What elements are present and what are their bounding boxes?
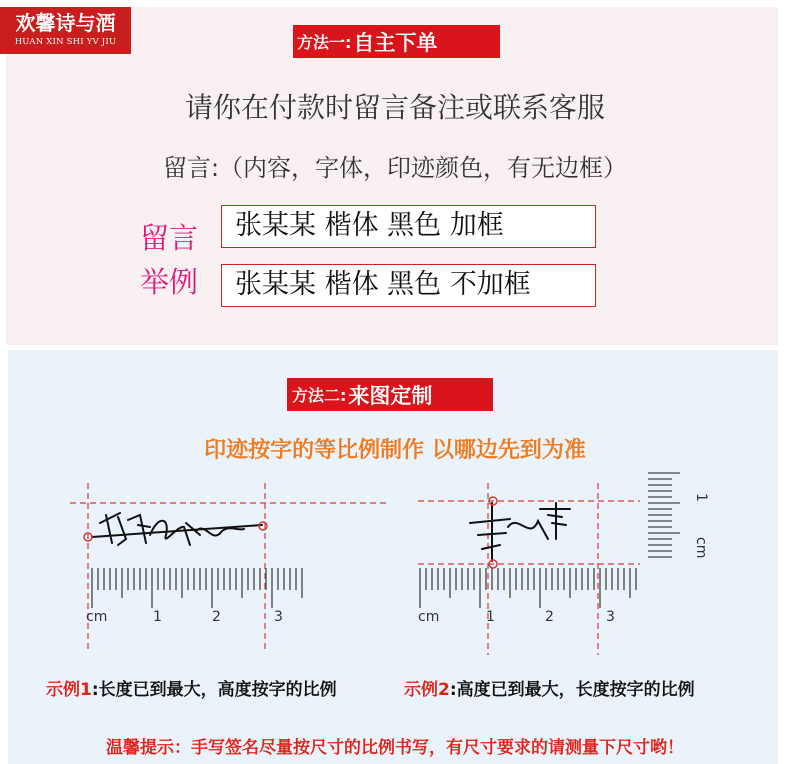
instruction-text: 请你在付款时留言备注或联系客服	[184, 91, 605, 124]
caption-example-1	[46, 675, 337, 700]
example-box-framed: 张某某 楷体 黑色 加框	[221, 205, 596, 248]
method2-title: 来图定制	[348, 383, 433, 408]
example-box-unframed: 张某某 楷体 黑色 不加框	[221, 264, 596, 307]
ruler-2	[420, 568, 636, 608]
caption1-text: :长度已到最大，高度按字的比例	[91, 680, 337, 700]
method1-prefix: 方法一:	[297, 33, 352, 52]
ruler1-unit: cm	[86, 609, 108, 625]
logo-cn: 欢馨诗与酒	[15, 11, 116, 35]
vruler-tick-1: 1	[693, 493, 709, 502]
ruler2-tick-1: 1	[486, 609, 495, 625]
signature-1-icon	[92, 513, 262, 545]
method1-badge	[293, 25, 500, 58]
method2-note: 印迹按字的等比例制作 以哪边先到为准	[204, 438, 586, 463]
ruler1-tick-1: 1	[153, 609, 162, 625]
ruler2-tick-3: 3	[606, 609, 615, 625]
example1-guides	[70, 483, 388, 650]
caption2-text: :高度已到最大，长度按字的比例	[449, 680, 695, 700]
example2-guides	[418, 483, 640, 655]
vruler-unit: cm	[693, 537, 709, 559]
format-note: 留言:（内容，字体，印迹颜色，有无边框）	[162, 154, 628, 182]
ruler1-tick-2: 2	[212, 609, 221, 625]
warm-tip: 温馨提示：手写签名尽量按尺寸的比例书写，有尺寸要求的请测量下尺寸哟！	[106, 738, 684, 758]
method1-title: 自主下单	[353, 30, 438, 55]
caption2-tag: 示例2	[404, 680, 450, 700]
size-illustration	[0, 465, 790, 665]
caption-example-2	[404, 675, 695, 700]
caption1-tag: 示例1	[46, 680, 92, 700]
vertical-ruler	[648, 473, 680, 557]
ruler1-tick-3: 3	[274, 609, 283, 625]
method2-prefix: 方法二:	[292, 386, 347, 405]
ruler2-tick-2: 2	[545, 609, 554, 625]
example-label-2: 举例	[140, 265, 199, 299]
signature-2-icon	[470, 503, 570, 561]
method2-badge	[287, 378, 493, 411]
logo-en: HUAN XIN SHI YV JIU	[14, 37, 117, 47]
ruler-1	[92, 568, 302, 608]
shop-logo	[0, 7, 131, 54]
example-label-1: 留言	[140, 221, 199, 255]
ruler2-unit: cm	[418, 609, 440, 625]
